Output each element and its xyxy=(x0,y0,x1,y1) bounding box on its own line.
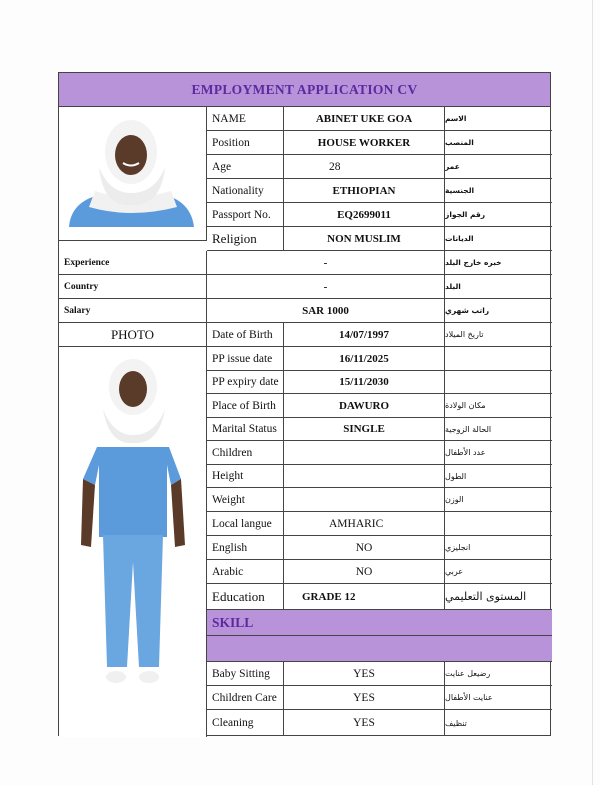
ar-place-of-birth: مكان الولادة xyxy=(445,394,552,418)
row-age xyxy=(59,155,550,179)
label-local-language: Local langue xyxy=(207,512,284,536)
page-edge-line xyxy=(592,0,593,785)
photo-label: PHOTO xyxy=(59,323,207,347)
label-experience: Experience xyxy=(59,251,207,275)
ar-name: الاسم xyxy=(445,107,552,131)
label-weight: Weight xyxy=(207,488,284,512)
label-cleaning: Cleaning xyxy=(207,710,284,736)
value-height xyxy=(284,465,445,488)
row-height xyxy=(59,465,550,488)
value-english: NO xyxy=(284,536,445,560)
value-place-of-birth: DAWURO xyxy=(284,394,445,418)
row-marital-status xyxy=(59,418,550,441)
row-religion xyxy=(59,227,550,251)
value-religion: NON MUSLIM xyxy=(284,227,445,251)
ar-experience: خبره خارج البلد xyxy=(445,251,552,275)
ar-pp-issue xyxy=(445,347,552,371)
ar-religion: الديانات xyxy=(445,227,552,251)
label-country: Country xyxy=(59,275,207,299)
ar-cleaning: تنظيف xyxy=(445,718,467,728)
label-education: Education xyxy=(207,584,284,610)
label-salary: Salary xyxy=(59,299,207,323)
row-dob xyxy=(59,323,550,347)
value-children xyxy=(284,441,445,465)
row-english xyxy=(59,536,550,560)
value-pp-expiry: 15/11/2030 xyxy=(284,371,445,394)
label-age: Age xyxy=(207,155,284,179)
label-arabic: Arabic xyxy=(207,560,284,584)
ar-english: انجليزي xyxy=(445,536,552,560)
ar-baby-sitting: رضيعل عنايت xyxy=(445,662,552,686)
value-nationality: ETHIOPIAN xyxy=(284,179,445,203)
label-english: English xyxy=(207,536,284,560)
value-passport: EQ2699011 xyxy=(284,203,445,227)
value-pp-issue: 16/11/2025 xyxy=(284,347,445,371)
label-dob: Date of Birth xyxy=(207,323,284,347)
ar-arabic: عربي xyxy=(445,560,552,584)
ar-pp-expiry xyxy=(445,371,552,394)
ar-passport: رقم الجواز xyxy=(445,203,552,227)
value-baby-sitting: YES xyxy=(284,662,445,686)
value-salary: SAR 1000 xyxy=(207,299,445,323)
ar-local-language xyxy=(445,512,552,536)
row-pp-issue xyxy=(59,347,550,371)
label-religion: Religion xyxy=(207,227,284,251)
row-children xyxy=(59,441,550,465)
value-arabic: NO xyxy=(284,560,445,584)
ar-children: عدد الأطفال xyxy=(445,441,552,465)
row-education xyxy=(59,584,550,610)
value-children-care: YES xyxy=(284,686,445,710)
ar-dob: تاريخ الميلاد xyxy=(445,323,552,347)
value-age: 28 xyxy=(284,155,445,179)
label-height: Height xyxy=(207,465,284,488)
ar-education: المستوى التعليمي xyxy=(445,584,552,610)
ar-weight: الوزن xyxy=(445,488,552,512)
row-baby-sitting xyxy=(59,662,550,686)
label-pp-expiry: PP expiry date xyxy=(207,371,284,394)
ar-salary: راتب شهري xyxy=(445,299,552,323)
label-marital-status: Marital Status xyxy=(207,418,284,441)
row-pp-expiry xyxy=(59,371,550,394)
value-education: GRADE 12 xyxy=(284,584,445,610)
ar-age: عمر xyxy=(445,155,552,179)
label-nationality: Nationality xyxy=(207,179,284,203)
value-position: HOUSE WORKER xyxy=(284,131,445,155)
row-children-care xyxy=(59,686,550,710)
value-country: - xyxy=(207,275,445,299)
label-name: NAME xyxy=(207,107,284,131)
ar-position: المنصب xyxy=(445,131,552,155)
ar-country: البلد xyxy=(445,275,552,299)
skill-blank-bar xyxy=(207,636,552,662)
skill-title: SKILL xyxy=(207,610,552,636)
row-passport xyxy=(59,203,550,227)
value-weight xyxy=(284,488,445,512)
label-pp-issue: PP issue date xyxy=(207,347,284,371)
label-children-care: Children Care xyxy=(207,686,284,710)
label-place-of-birth: Place of Birth xyxy=(207,394,284,418)
row-experience xyxy=(59,251,550,275)
row-cleaning xyxy=(59,710,550,736)
form-title: EMPLOYMENT APPLICATION CV xyxy=(59,73,550,107)
skill-header-row xyxy=(59,610,550,636)
ar-height: الطول xyxy=(445,465,552,488)
value-local-language: AMHARIC xyxy=(284,512,445,536)
row-name xyxy=(59,107,550,131)
row-nationality xyxy=(59,179,550,203)
label-children: Children xyxy=(207,441,284,465)
value-cleaning: YES xyxy=(284,710,445,736)
row-local-language xyxy=(59,512,550,536)
cv-form xyxy=(58,72,551,736)
value-dob: 14/07/1997 xyxy=(284,323,445,347)
ar-nationality: الجنسية xyxy=(445,179,552,203)
title-row xyxy=(59,73,550,107)
ar-marital-status: الحالة الزوجية xyxy=(445,418,552,441)
row-weight xyxy=(59,488,550,512)
label-baby-sitting: Baby Sitting xyxy=(207,662,284,686)
label-passport: Passport No. xyxy=(207,203,284,227)
label-position: Position xyxy=(207,131,284,155)
value-experience: - xyxy=(207,251,445,275)
skill-blank-row xyxy=(59,636,550,662)
ar-children-care: عنايت الأطفال xyxy=(445,686,552,710)
row-place-of-birth xyxy=(59,394,550,418)
row-salary xyxy=(59,299,550,323)
row-arabic xyxy=(59,560,550,584)
value-marital-status: SINGLE xyxy=(284,418,445,441)
value-name: ABINET UKE GOA xyxy=(284,107,445,131)
row-country xyxy=(59,275,550,299)
row-position xyxy=(59,131,550,155)
